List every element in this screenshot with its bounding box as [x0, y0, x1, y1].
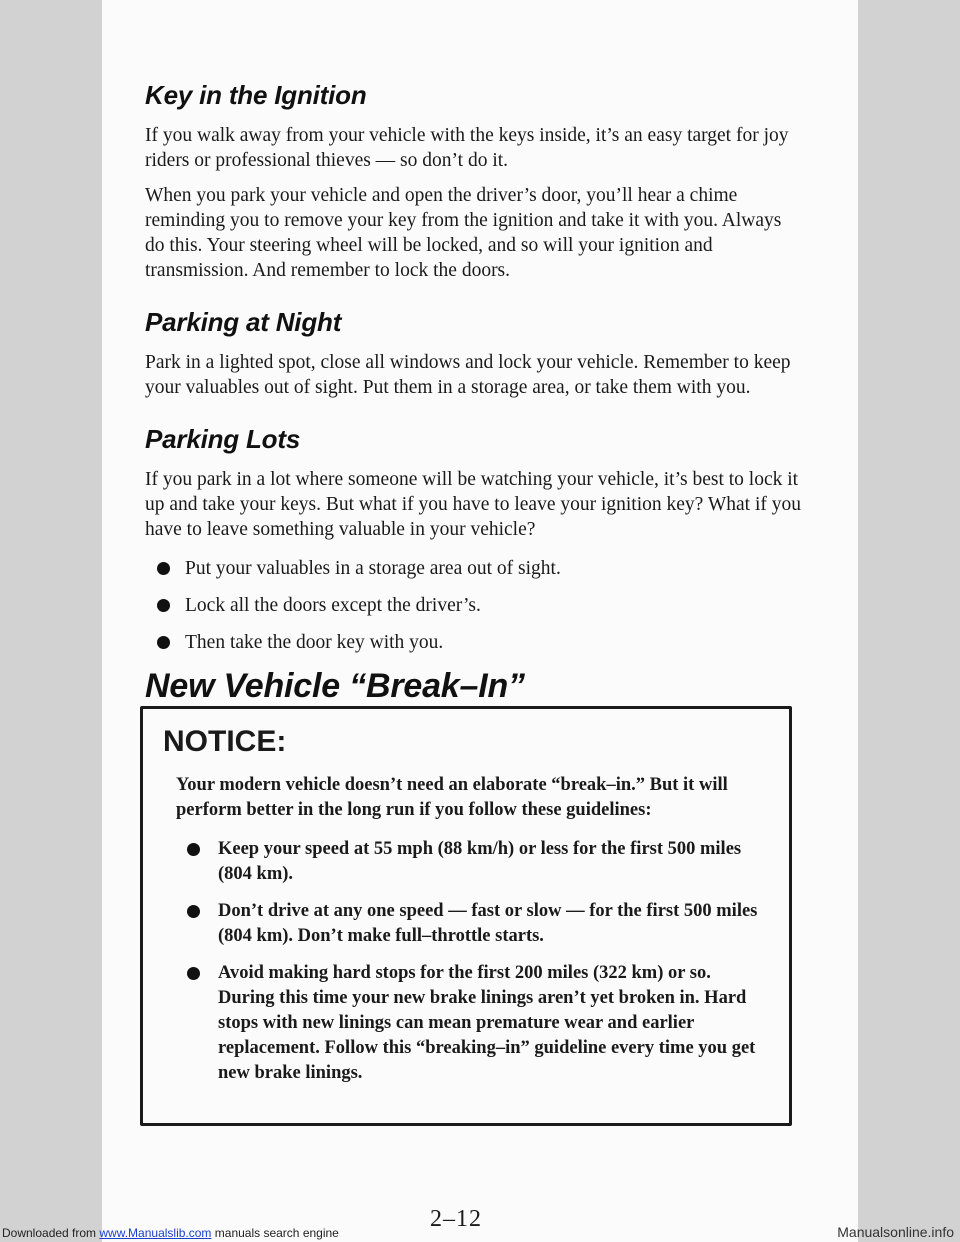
- heading-parking-lots: Parking Lots: [145, 424, 301, 454]
- bullet-icon: [157, 599, 170, 612]
- bullet-list: [145, 556, 805, 655]
- notice-bullet-list: [163, 837, 763, 1086]
- paragraph: When you park your vehicle and open the driver’s door, you’ll hear a chime reminding you to remove your key from the ignition and take it with you. Always do this. Your steering wheel will be locked, and so will your ignition and transmission. And remember to lock the doors.: [145, 185, 782, 281]
- list-item: Put your valuables in a storage area out of sight.: [145, 556, 805, 581]
- manualslib-link[interactable]: www.Manualslib.com: [99, 1226, 212, 1240]
- heading-new-vehicle-break-in: New Vehicle “Break–In”: [145, 667, 525, 705]
- paragraph: Park in a lighted spot, close all windows and lock your vehicle. Remember to keep your valuables out of sight. Put them in a storage area, or take them with you.: [145, 352, 791, 398]
- paragraph: If you walk away from your vehicle with the keys inside, it’s an easy target for joy riders or professional thieves — so don’t do it.: [145, 125, 789, 171]
- heading-parking-at-night: Parking at Night: [145, 307, 342, 337]
- list-item: Lock all the doors except the driver’s.: [145, 593, 805, 618]
- bullet-icon: [187, 967, 200, 980]
- notice-box: [140, 706, 792, 1126]
- bullet-icon: [157, 562, 170, 575]
- bullet-icon: [157, 636, 170, 649]
- notice-title: NOTICE:: [163, 725, 287, 758]
- list-item: Then take the door key with you.: [145, 630, 805, 655]
- download-footer: Downloaded from www.Manualslib.com manuals search engine: [2, 1226, 339, 1240]
- list-item: Avoid making hard stops for the first 200 miles (322 km) or so. During this time your new brake linings aren’t yet broken in. Hard stops with new linings can mean premature wear and earlier replacement. Follow this “breaking–in” guideline every time you get new brake linings.: [163, 961, 763, 1086]
- list-item: Don’t drive at any one speed — fast or slow — for the first 500 miles (804 km). Don’t make full–throttle starts.: [163, 899, 763, 949]
- page-content: [145, 80, 805, 726]
- notice-intro: Your modern vehicle doesn’t need an elaborate “break–in.” But it will perform better in the long run if you follow these guidelines:: [176, 775, 728, 820]
- watermark-text: Manualsonline.info: [837, 1224, 954, 1240]
- bullet-icon: [187, 843, 200, 856]
- bullet-icon: [187, 905, 200, 918]
- page-number: 2–12: [430, 1206, 482, 1232]
- heading-key-in-ignition: Key in the Ignition: [145, 80, 367, 110]
- list-item: Keep your speed at 55 mph (88 km/h) or less for the first 500 miles (804 km).: [163, 837, 763, 887]
- paragraph: If you park in a lot where someone will be watching your vehicle, it’s best to lock it up and take your keys. But what if you have to leave your ignition key? What if you have to leave something valuable in your vehicle?: [145, 469, 801, 540]
